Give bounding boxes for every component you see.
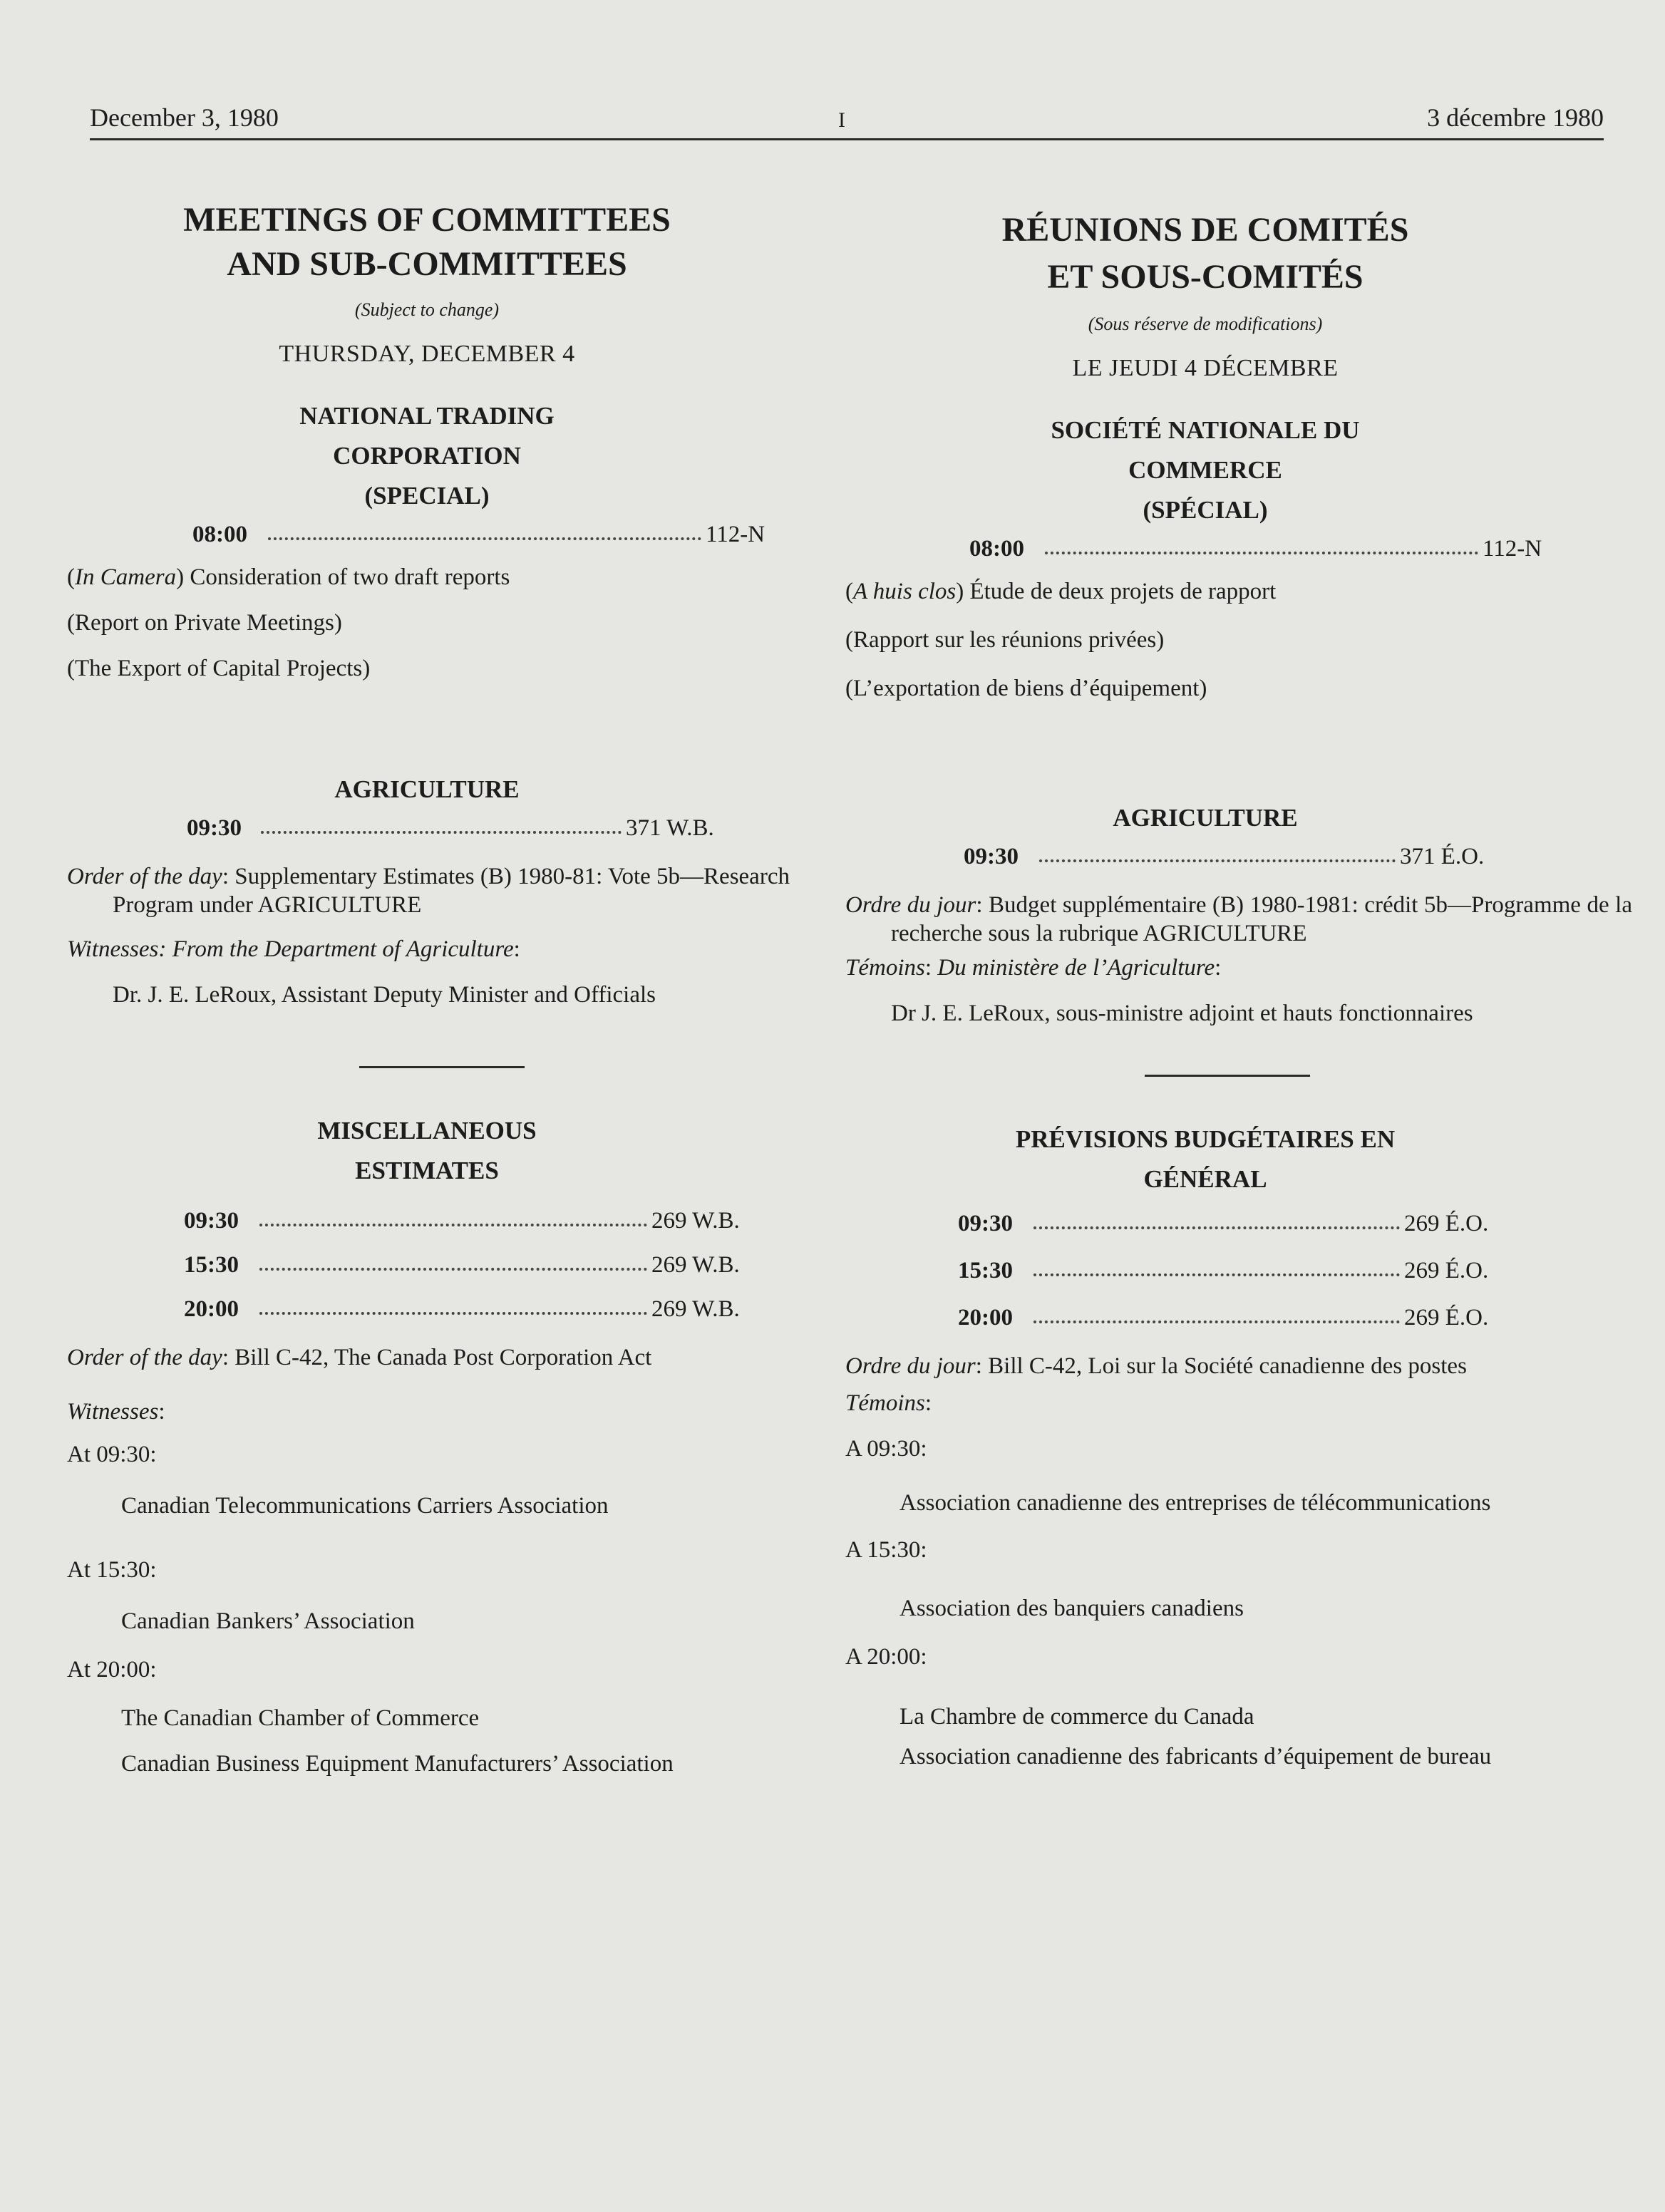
room: 269 É.O. bbox=[1404, 1211, 1489, 1236]
french-agriculture-order: Ordre du jour: Budget supplémentaire (B) 1980-1981: crédit 5b—Programme de la recherche sous la rubrique AGRICULTURE bbox=[845, 892, 1632, 946]
leader-dots bbox=[1039, 859, 1396, 862]
french-title-line1: RÉUNIONS DE COMITÉS bbox=[1001, 211, 1409, 249]
time: 09:30 bbox=[187, 815, 242, 841]
english-agriculture-witness-label: Witnesses: From the Department of Agriculture: bbox=[67, 936, 520, 962]
french-misc-title bbox=[845, 1120, 1565, 1199]
english-misc-witness3b: Canadian Business Equipment Manufacturers’ Association bbox=[121, 1751, 674, 1777]
leader-dots bbox=[261, 831, 622, 834]
english-title-line2: AND SUB-COMMITTEES bbox=[227, 245, 627, 283]
english-trading-title-line: (SPECIAL) bbox=[364, 482, 490, 510]
french-misc-at3: A 20:00: bbox=[845, 1644, 927, 1670]
english-misc-witness3a: The Canadian Chamber of Commerce bbox=[121, 1705, 480, 1731]
french-misc-witness2: Association des banquiers canadiens bbox=[899, 1596, 1244, 1621]
french-subtitle: (Sous réserve de modifications) bbox=[1088, 314, 1323, 334]
leader-dots bbox=[1045, 552, 1478, 554]
english-agriculture-order: Order of the day: Supplementary Estimates (B) 1980-81: Vote 5b—Research Program under AGRICULTURE bbox=[67, 864, 790, 918]
french-misc-at1: A 09:30: bbox=[845, 1436, 927, 1462]
leader-dots bbox=[1033, 1226, 1400, 1229]
time: 08:00 bbox=[192, 522, 247, 547]
english-misc-time-row bbox=[67, 1246, 815, 1291]
divider-rule bbox=[359, 1066, 525, 1068]
english-misc-title bbox=[67, 1111, 787, 1191]
leader-dots bbox=[1033, 1321, 1400, 1323]
french-trading-title bbox=[845, 410, 1565, 530]
english-trading-title bbox=[67, 396, 787, 516]
english-trading-title-line: CORPORATION bbox=[333, 442, 521, 470]
time: 09:30 bbox=[184, 1208, 239, 1234]
leader-dots bbox=[259, 1312, 647, 1315]
english-misc-title-line: MISCELLANEOUS bbox=[317, 1117, 537, 1144]
french-trading-time-row bbox=[845, 530, 1594, 567]
french-misc-title-line: PRÉVISIONS BUDGÉTAIRES EN bbox=[1015, 1125, 1396, 1153]
french-misc-title-line: GÉNÉRAL bbox=[1143, 1165, 1267, 1193]
page-header bbox=[90, 91, 1604, 140]
leader-dots bbox=[259, 1268, 647, 1271]
leader-dots bbox=[1033, 1273, 1400, 1276]
french-day: LE JEUDI 4 DÉCEMBRE bbox=[1072, 355, 1339, 381]
english-trading-line1: (In Camera) Consideration of two draft reports bbox=[67, 564, 510, 590]
english-trading-time-row bbox=[67, 516, 815, 553]
english-misc-order: Order of the day: Bill C-42, The Canada Post Corporation Act bbox=[67, 1345, 652, 1370]
room: 269 W.B. bbox=[651, 1296, 740, 1322]
room: 269 W.B. bbox=[651, 1208, 740, 1234]
french-misc-witness3a: La Chambre de commerce du Canada bbox=[899, 1704, 1254, 1730]
leader-dots bbox=[268, 537, 701, 540]
french-misc-at2: A 15:30: bbox=[845, 1537, 927, 1563]
english-misc-time-row bbox=[67, 1202, 815, 1246]
english-trading-title-line: NATIONAL TRADING bbox=[299, 402, 555, 430]
french-misc-time-row bbox=[845, 1252, 1594, 1299]
header-date-french: 3 décembre 1980 bbox=[1427, 103, 1604, 132]
english-misc-time-row bbox=[67, 1291, 815, 1335]
french-agriculture-time-row bbox=[845, 838, 1594, 875]
english-main-title bbox=[67, 198, 787, 286]
french-misc-witness1: Association canadienne des entreprises de télécommunications bbox=[899, 1490, 1491, 1516]
french-trading-title-line: COMMERCE bbox=[1128, 456, 1282, 484]
room: 112-N bbox=[1483, 536, 1542, 562]
english-misc-at1: At 09:30: bbox=[67, 1442, 157, 1467]
english-misc-at2: At 15:30: bbox=[67, 1557, 157, 1583]
room: 371 É.O. bbox=[1400, 844, 1485, 869]
english-day: THURSDAY, DECEMBER 4 bbox=[279, 341, 575, 367]
time: 15:30 bbox=[184, 1252, 239, 1278]
time: 20:00 bbox=[958, 1305, 1013, 1330]
english-trading-line2: (Report on Private Meetings) bbox=[67, 610, 342, 636]
french-trading-line2: (Rapport sur les réunions privées) bbox=[845, 627, 1165, 653]
room: 269 É.O. bbox=[1404, 1305, 1489, 1330]
french-misc-time-row bbox=[845, 1205, 1594, 1252]
room: 371 W.B. bbox=[626, 815, 714, 841]
room: 112-N bbox=[706, 522, 766, 547]
time: 20:00 bbox=[184, 1296, 239, 1322]
leader-dots bbox=[259, 1224, 647, 1226]
french-trading-line3: (L’exportation de biens d’équipement) bbox=[845, 676, 1207, 701]
english-misc-at3: At 20:00: bbox=[67, 1657, 157, 1683]
header-page-number: I bbox=[838, 108, 845, 132]
in-camera-label: In Camera bbox=[75, 564, 177, 590]
english-misc-witnesses-label: Witnesses: bbox=[67, 1399, 165, 1425]
room: 269 W.B. bbox=[651, 1252, 740, 1278]
french-title-line2: ET SOUS-COMITÉS bbox=[1047, 258, 1364, 296]
french-column bbox=[845, 192, 1632, 2174]
french-trading-title-line: (SPÉCIAL) bbox=[1143, 496, 1268, 524]
french-agriculture-title: AGRICULTURE bbox=[1113, 804, 1298, 832]
french-trading-line1: (A huis clos) Étude de deux projets de rapport bbox=[845, 579, 1277, 604]
time: 15:30 bbox=[958, 1258, 1013, 1283]
english-misc-title-line: ESTIMATES bbox=[355, 1157, 499, 1184]
english-subtitle: (Subject to change) bbox=[354, 299, 500, 320]
english-agriculture-time-row bbox=[67, 810, 815, 847]
french-misc-time-row bbox=[845, 1299, 1594, 1346]
time: 09:30 bbox=[964, 844, 1019, 869]
time: 08:00 bbox=[969, 536, 1024, 562]
english-misc-witness1: Canadian Telecommunications Carriers Association bbox=[121, 1493, 609, 1519]
french-misc-witnesses-label: Témoins: bbox=[845, 1390, 932, 1416]
french-main-title bbox=[845, 207, 1565, 301]
english-trading-line3: (The Export of Capital Projects) bbox=[67, 656, 371, 681]
english-agriculture-witness: Dr. J. E. LeRoux, Assistant Deputy Minister and Officials bbox=[113, 982, 656, 1008]
french-misc-witness3b: Association canadienne des fabricants d’équipement de bureau bbox=[899, 1744, 1492, 1769]
header-date-english: December 3, 1980 bbox=[90, 103, 279, 132]
english-agriculture-title: AGRICULTURE bbox=[334, 775, 520, 803]
divider-rule bbox=[1145, 1075, 1310, 1077]
huis-clos-label: A huis clos bbox=[853, 579, 957, 604]
french-agriculture-witness-label: Témoins: Du ministère de l’Agriculture: bbox=[845, 955, 1222, 981]
english-misc-witness2: Canadian Bankers’ Association bbox=[121, 1608, 415, 1634]
english-column bbox=[67, 192, 815, 2174]
french-agriculture-witness: Dr J. E. LeRoux, sous-ministre adjoint et hauts fonctionnaires bbox=[891, 1001, 1473, 1026]
english-title-line1: MEETINGS OF COMMITTEES bbox=[183, 201, 671, 239]
room: 269 É.O. bbox=[1404, 1258, 1489, 1283]
french-trading-title-line: SOCIÉTÉ NATIONALE DU bbox=[1051, 416, 1360, 444]
time: 09:30 bbox=[958, 1211, 1013, 1236]
french-misc-order: Ordre du jour: Bill C-42, Loi sur la Société canadienne des postes bbox=[845, 1353, 1467, 1379]
